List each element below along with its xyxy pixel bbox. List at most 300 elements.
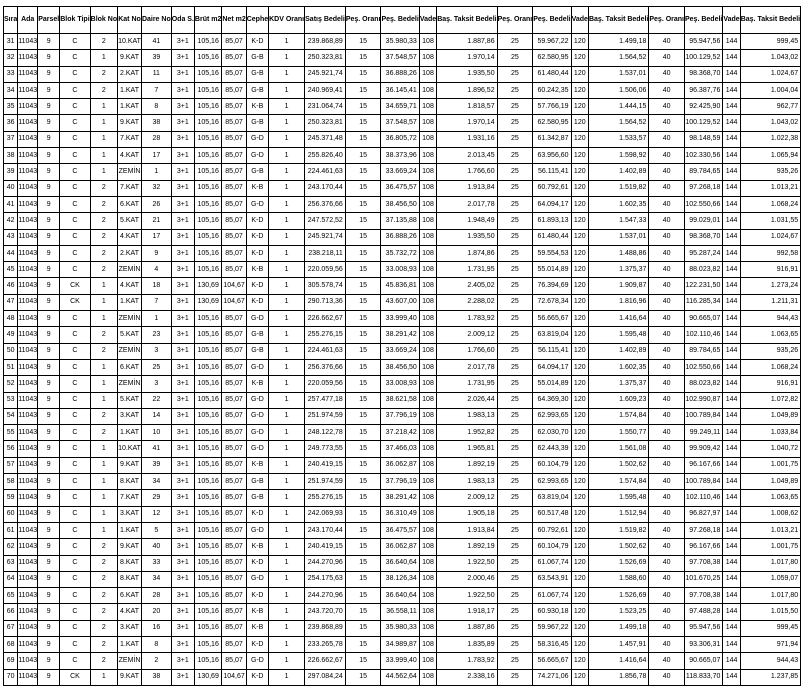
cell-ada: 11043	[18, 571, 38, 587]
cell-cephe: K-D	[246, 245, 268, 261]
cell-kdv-orani: 1	[269, 653, 305, 669]
cell-daire-no: 39	[141, 457, 171, 473]
cell-blok-no: 1	[90, 457, 117, 473]
cell-cephe: K-D	[246, 636, 268, 652]
cell-pes-orani-120: 25	[497, 278, 533, 294]
cell-ada: 11043	[18, 180, 38, 196]
cell-net-m2: 85,07	[222, 604, 246, 620]
cell-kat-no: ZEMİN	[118, 343, 142, 359]
cell-blok-tipi: C	[60, 131, 90, 147]
table-header	[4, 7, 801, 34]
cell-ada: 11043	[18, 653, 38, 669]
cell-pes-bedeli-120: 60.792,61	[533, 522, 571, 538]
cell-satis-bedeli: 247.572,52	[305, 213, 346, 229]
cell-ada: 11043	[18, 457, 38, 473]
cell-pes-orani-120: 25	[497, 34, 533, 50]
cell-parsel: 9	[38, 408, 60, 424]
cell-blok-tipi: C	[60, 50, 90, 66]
cell-blok-tipi: C	[60, 555, 90, 571]
cell-vade-144: 144	[723, 131, 740, 147]
cell-blok-tipi: C	[60, 262, 90, 278]
cell-pes-orani-108: 15	[345, 229, 381, 245]
cell-parsel: 9	[38, 311, 60, 327]
cell-oda-sayisi: 3+1	[171, 34, 194, 50]
cell-pes-orani-120: 25	[497, 311, 533, 327]
cell-cephe: G-D	[246, 408, 268, 424]
cell-kat-no: 8.KAT	[118, 555, 142, 571]
cell-kat-no: 3.KAT	[118, 620, 142, 636]
cell-vade-144: 144	[723, 278, 740, 294]
cell-bas-taksit-120: 1.402,89	[588, 164, 648, 180]
cell-pes-orani-144: 40	[649, 359, 685, 375]
cell-sira: 56	[4, 441, 18, 457]
cell-vade-144: 144	[723, 327, 740, 343]
cell-oda-sayisi: 3+1	[171, 131, 194, 147]
cell-oda-sayisi: 3+1	[171, 294, 194, 310]
cell-sira: 62	[4, 539, 18, 555]
cell-pes-orani-120: 25	[497, 636, 533, 652]
cell-blok-tipi: C	[60, 213, 90, 229]
cell-bas-taksit-144: 1.049,89	[740, 408, 800, 424]
cell-vade-120: 120	[571, 376, 588, 392]
cell-kat-no: 2.KAT	[118, 245, 142, 261]
cell-kdv-orani: 1	[269, 620, 305, 636]
cell-pes-orani-120: 25	[497, 571, 533, 587]
cell-pes-bedeli-108: 36.640,64	[381, 588, 419, 604]
cell-vade-120: 120	[571, 245, 588, 261]
cell-vade-120: 120	[571, 148, 588, 164]
cell-blok-tipi: C	[60, 99, 90, 115]
cell-pes-bedeli-144: 92.425,90	[685, 99, 723, 115]
cell-vade-108: 108	[419, 148, 436, 164]
cell-pes-orani-144: 40	[649, 245, 685, 261]
cell-sira: 67	[4, 620, 18, 636]
cell-vade-120: 120	[571, 408, 588, 424]
cell-oda-sayisi: 3+1	[171, 196, 194, 212]
cell-blok-no: 1	[90, 522, 117, 538]
cell-pes-orani-108: 15	[345, 425, 381, 441]
table-row	[4, 131, 801, 147]
cell-brut-m2: 105,16	[194, 148, 221, 164]
cell-daire-no: 9	[141, 245, 171, 261]
cell-net-m2: 85,07	[222, 34, 246, 50]
cell-brut-m2: 105,16	[194, 196, 221, 212]
cell-satis-bedeli: 226.662,67	[305, 653, 346, 669]
table-row	[4, 327, 801, 343]
cell-pes-bedeli-144: 95.947,56	[685, 34, 723, 50]
cell-bas-taksit-108: 1.983,13	[437, 408, 497, 424]
cell-parsel: 9	[38, 392, 60, 408]
cell-vade-144: 144	[723, 196, 740, 212]
cell-blok-no: 1	[90, 474, 117, 490]
cell-vade-120: 120	[571, 262, 588, 278]
header-blok-tipi: Blok Tipi	[60, 7, 90, 34]
cell-kdv-orani: 1	[269, 669, 305, 685]
cell-vade-120: 120	[571, 636, 588, 652]
cell-vade-108: 108	[419, 539, 436, 555]
cell-ada: 11043	[18, 66, 38, 82]
cell-kat-no: 2.KAT	[118, 66, 142, 82]
cell-oda-sayisi: 3+1	[171, 245, 194, 261]
cell-pes-bedeli-144: 102.990,87	[685, 392, 723, 408]
cell-daire-no: 41	[141, 441, 171, 457]
cell-parsel: 9	[38, 620, 60, 636]
table-row	[4, 66, 801, 82]
cell-pes-bedeli-144: 96.827,97	[685, 506, 723, 522]
cell-vade-108: 108	[419, 196, 436, 212]
cell-pes-orani-108: 15	[345, 522, 381, 538]
table-row	[4, 636, 801, 652]
cell-pes-orani-108: 15	[345, 294, 381, 310]
cell-oda-sayisi: 3+1	[171, 311, 194, 327]
header-pes-orani-108: Peş. Oranı	[345, 7, 381, 34]
cell-pes-orani-108: 15	[345, 278, 381, 294]
cell-ada: 11043	[18, 408, 38, 424]
cell-pes-orani-120: 25	[497, 245, 533, 261]
cell-pes-bedeli-120: 56.115,41	[533, 164, 571, 180]
cell-kat-no: 7.KAT	[118, 490, 142, 506]
cell-daire-no: 25	[141, 359, 171, 375]
header-parsel: Parsel	[38, 7, 60, 34]
cell-vade-144: 144	[723, 441, 740, 457]
cell-daire-no: 26	[141, 196, 171, 212]
header-vade-120: Vade	[571, 7, 588, 34]
cell-bas-taksit-144: 1.013,21	[740, 522, 800, 538]
cell-blok-no: 2	[90, 588, 117, 604]
cell-pes-orani-120: 25	[497, 425, 533, 441]
cell-pes-bedeli-108: 36.888,26	[381, 66, 419, 82]
cell-vade-120: 120	[571, 457, 588, 473]
table-row	[4, 278, 801, 294]
cell-net-m2: 85,07	[222, 50, 246, 66]
cell-pes-bedeli-144: 102.110,46	[685, 490, 723, 506]
cell-bas-taksit-144: 1.211,31	[740, 294, 800, 310]
cell-ada: 11043	[18, 392, 38, 408]
cell-pes-orani-144: 40	[649, 115, 685, 131]
cell-parsel: 9	[38, 343, 60, 359]
cell-vade-108: 108	[419, 604, 436, 620]
cell-pes-bedeli-108: 38.291,42	[381, 327, 419, 343]
cell-pes-bedeli-108: 38.291,42	[381, 490, 419, 506]
cell-blok-tipi: C	[60, 571, 90, 587]
table-row	[4, 522, 801, 538]
cell-sira: 57	[4, 457, 18, 473]
cell-sira: 48	[4, 311, 18, 327]
cell-daire-no: 3	[141, 376, 171, 392]
cell-kdv-orani: 1	[269, 539, 305, 555]
cell-vade-108: 108	[419, 262, 436, 278]
cell-vade-108: 108	[419, 82, 436, 98]
cell-kat-no: 8.KAT	[118, 474, 142, 490]
cell-bas-taksit-120: 1.595,48	[588, 327, 648, 343]
cell-pes-bedeli-108: 37.218,42	[381, 425, 419, 441]
table-row	[4, 457, 801, 473]
cell-sira: 66	[4, 604, 18, 620]
cell-net-m2: 85,07	[222, 180, 246, 196]
cell-cephe: G-B	[246, 66, 268, 82]
cell-net-m2: 85,07	[222, 164, 246, 180]
cell-kat-no: 7.KAT	[118, 131, 142, 147]
cell-pes-orani-120: 25	[497, 441, 533, 457]
cell-parsel: 9	[38, 262, 60, 278]
cell-pes-bedeli-120: 59.554,53	[533, 245, 571, 261]
cell-pes-bedeli-120: 62.443,39	[533, 441, 571, 457]
cell-net-m2: 85,07	[222, 490, 246, 506]
cell-pes-bedeli-120: 61.067,74	[533, 588, 571, 604]
cell-bas-taksit-108: 2.288,02	[437, 294, 497, 310]
cell-bas-taksit-144: 999,45	[740, 34, 800, 50]
cell-brut-m2: 105,16	[194, 506, 221, 522]
cell-kat-no: ZEMİN	[118, 376, 142, 392]
cell-satis-bedeli: 245.921,74	[305, 66, 346, 82]
cell-bas-taksit-144: 999,45	[740, 620, 800, 636]
cell-blok-no: 1	[90, 50, 117, 66]
cell-cephe: K-B	[246, 604, 268, 620]
cell-satis-bedeli: 239.868,89	[305, 34, 346, 50]
cell-sira: 61	[4, 522, 18, 538]
cell-kat-no: 10.KAT	[118, 441, 142, 457]
cell-vade-120: 120	[571, 343, 588, 359]
cell-parsel: 9	[38, 376, 60, 392]
cell-bas-taksit-108: 1.913,84	[437, 522, 497, 538]
cell-kdv-orani: 1	[269, 164, 305, 180]
cell-bas-taksit-120: 1.512,94	[588, 506, 648, 522]
cell-blok-no: 2	[90, 408, 117, 424]
cell-parsel: 9	[38, 229, 60, 245]
cell-vade-144: 144	[723, 604, 740, 620]
cell-bas-taksit-108: 1.766,60	[437, 164, 497, 180]
cell-cephe: K-B	[246, 620, 268, 636]
cell-vade-108: 108	[419, 131, 436, 147]
cell-net-m2: 85,07	[222, 213, 246, 229]
cell-blok-no: 1	[90, 376, 117, 392]
cell-daire-no: 8	[141, 99, 171, 115]
cell-blok-no: 2	[90, 571, 117, 587]
cell-vade-108: 108	[419, 294, 436, 310]
cell-bas-taksit-144: 1.068,24	[740, 196, 800, 212]
cell-vade-120: 120	[571, 669, 588, 685]
cell-oda-sayisi: 3+1	[171, 506, 194, 522]
cell-bas-taksit-108: 1.766,60	[437, 343, 497, 359]
cell-satis-bedeli: 240.969,41	[305, 82, 346, 98]
cell-parsel: 9	[38, 490, 60, 506]
cell-bas-taksit-108: 1.896,52	[437, 82, 497, 98]
cell-bas-taksit-120: 1.416,64	[588, 653, 648, 669]
cell-pes-bedeli-120: 61.893,13	[533, 213, 571, 229]
cell-bas-taksit-144: 935,26	[740, 343, 800, 359]
cell-parsel: 9	[38, 636, 60, 652]
cell-pes-orani-144: 40	[649, 506, 685, 522]
header-brut-m2: Brüt m2	[194, 7, 221, 34]
cell-bas-taksit-144: 1.031,55	[740, 213, 800, 229]
cell-pes-bedeli-120: 60.517,48	[533, 506, 571, 522]
cell-pes-orani-144: 40	[649, 164, 685, 180]
cell-vade-120: 120	[571, 620, 588, 636]
cell-satis-bedeli: 243.720,70	[305, 604, 346, 620]
cell-blok-tipi: C	[60, 604, 90, 620]
cell-bas-taksit-144: 1.072,82	[740, 392, 800, 408]
cell-vade-108: 108	[419, 245, 436, 261]
cell-vade-108: 108	[419, 571, 436, 587]
cell-pes-orani-120: 25	[497, 457, 533, 473]
cell-kat-no: 9.KAT	[118, 50, 142, 66]
cell-bas-taksit-144: 916,91	[740, 262, 800, 278]
cell-pes-bedeli-108: 33.669,24	[381, 343, 419, 359]
cell-cephe: K-D	[246, 506, 268, 522]
cell-kat-no: 4.KAT	[118, 278, 142, 294]
cell-pes-orani-144: 40	[649, 425, 685, 441]
cell-pes-bedeli-108: 37.548,57	[381, 50, 419, 66]
cell-pes-bedeli-144: 99.909,42	[685, 441, 723, 457]
cell-vade-120: 120	[571, 441, 588, 457]
cell-oda-sayisi: 3+1	[171, 392, 194, 408]
header-row	[4, 7, 801, 34]
cell-pes-orani-144: 40	[649, 50, 685, 66]
cell-bas-taksit-144: 1.043,02	[740, 115, 800, 131]
cell-pes-bedeli-144: 102.330,56	[685, 148, 723, 164]
table-row	[4, 229, 801, 245]
cell-sira: 43	[4, 229, 18, 245]
cell-daire-no: 16	[141, 620, 171, 636]
cell-net-m2: 85,07	[222, 245, 246, 261]
cell-sira: 69	[4, 653, 18, 669]
cell-vade-120: 120	[571, 82, 588, 98]
cell-pes-orani-108: 15	[345, 164, 381, 180]
cell-ada: 11043	[18, 636, 38, 652]
cell-pes-bedeli-108: 38.126,34	[381, 571, 419, 587]
cell-vade-120: 120	[571, 311, 588, 327]
cell-parsel: 9	[38, 164, 60, 180]
header-sira: Sıra	[4, 7, 18, 34]
cell-vade-144: 144	[723, 311, 740, 327]
cell-pes-orani-144: 40	[649, 131, 685, 147]
cell-daire-no: 8	[141, 636, 171, 652]
cell-parsel: 9	[38, 522, 60, 538]
cell-sira: 31	[4, 34, 18, 50]
cell-satis-bedeli: 305.578,74	[305, 278, 346, 294]
cell-satis-bedeli: 224.461,63	[305, 164, 346, 180]
cell-sira: 32	[4, 50, 18, 66]
cell-kdv-orani: 1	[269, 311, 305, 327]
table-row	[4, 474, 801, 490]
cell-sira: 49	[4, 327, 18, 343]
cell-pes-bedeli-120: 57.766,19	[533, 99, 571, 115]
cell-sira: 54	[4, 408, 18, 424]
cell-pes-bedeli-144: 100.789,84	[685, 408, 723, 424]
cell-pes-bedeli-108: 37.135,88	[381, 213, 419, 229]
cell-pes-bedeli-120: 60.792,61	[533, 180, 571, 196]
cell-satis-bedeli: 248.122,78	[305, 425, 346, 441]
cell-vade-120: 120	[571, 392, 588, 408]
cell-blok-no: 2	[90, 213, 117, 229]
cell-oda-sayisi: 3+1	[171, 180, 194, 196]
table-row	[4, 441, 801, 457]
cell-pes-orani-108: 15	[345, 34, 381, 50]
cell-pes-bedeli-120: 62.580,95	[533, 115, 571, 131]
table-row	[4, 245, 801, 261]
cell-net-m2: 85,07	[222, 539, 246, 555]
cell-ada: 11043	[18, 376, 38, 392]
cell-vade-108: 108	[419, 164, 436, 180]
cell-daire-no: 29	[141, 490, 171, 506]
cell-daire-no: 5	[141, 522, 171, 538]
cell-pes-bedeli-108: 38.456,50	[381, 359, 419, 375]
cell-brut-m2: 105,16	[194, 99, 221, 115]
cell-bas-taksit-120: 1.506,06	[588, 82, 648, 98]
header-bas-taksit-120: Baş. Taksit Bedeli	[588, 7, 648, 34]
cell-pes-orani-144: 40	[649, 376, 685, 392]
cell-vade-120: 120	[571, 294, 588, 310]
cell-kat-no: ZEMİN	[118, 311, 142, 327]
cell-bas-taksit-108: 1.783,92	[437, 653, 497, 669]
cell-pes-orani-120: 25	[497, 196, 533, 212]
cell-pes-bedeli-144: 89.784,65	[685, 343, 723, 359]
cell-ada: 11043	[18, 522, 38, 538]
table-row	[4, 82, 801, 98]
cell-vade-120: 120	[571, 506, 588, 522]
cell-oda-sayisi: 3+1	[171, 50, 194, 66]
cell-cephe: K-D	[246, 229, 268, 245]
cell-pes-bedeli-108: 34.989,87	[381, 636, 419, 652]
cell-oda-sayisi: 3+1	[171, 359, 194, 375]
cell-oda-sayisi: 3+1	[171, 588, 194, 604]
cell-pes-orani-144: 40	[649, 148, 685, 164]
cell-pes-orani-108: 15	[345, 327, 381, 343]
cell-net-m2: 85,07	[222, 196, 246, 212]
cell-kat-no: 4.KAT	[118, 148, 142, 164]
cell-bas-taksit-108: 2.338,16	[437, 669, 497, 685]
cell-blok-no: 2	[90, 34, 117, 50]
cell-kdv-orani: 1	[269, 66, 305, 82]
cell-vade-144: 144	[723, 50, 740, 66]
cell-blok-no: 2	[90, 262, 117, 278]
cell-bas-taksit-144: 944,43	[740, 311, 800, 327]
cell-pes-orani-108: 15	[345, 213, 381, 229]
cell-oda-sayisi: 3+1	[171, 408, 194, 424]
cell-pes-orani-120: 25	[497, 50, 533, 66]
cell-cephe: G-D	[246, 441, 268, 457]
cell-pes-bedeli-120: 64.369,30	[533, 392, 571, 408]
cell-vade-120: 120	[571, 359, 588, 375]
cell-oda-sayisi: 3+1	[171, 66, 194, 82]
cell-cephe: G-D	[246, 392, 268, 408]
cell-bas-taksit-144: 1.063,65	[740, 490, 800, 506]
cell-bas-taksit-144: 971,94	[740, 636, 800, 652]
cell-pes-orani-120: 25	[497, 392, 533, 408]
cell-brut-m2: 105,16	[194, 636, 221, 652]
cell-bas-taksit-144: 1.065,94	[740, 148, 800, 164]
cell-bas-taksit-120: 1.523,25	[588, 604, 648, 620]
cell-kdv-orani: 1	[269, 327, 305, 343]
cell-pes-bedeli-144: 99.029,01	[685, 213, 723, 229]
cell-kat-no: 1.KAT	[118, 294, 142, 310]
cell-pes-bedeli-120: 61.067,74	[533, 555, 571, 571]
cell-oda-sayisi: 3+1	[171, 669, 194, 685]
cell-ada: 11043	[18, 148, 38, 164]
cell-parsel: 9	[38, 653, 60, 669]
cell-parsel: 9	[38, 99, 60, 115]
cell-kdv-orani: 1	[269, 262, 305, 278]
cell-parsel: 9	[38, 441, 60, 457]
cell-pes-orani-108: 15	[345, 669, 381, 685]
cell-pes-bedeli-108: 36.062,87	[381, 457, 419, 473]
cell-cephe: G-B	[246, 164, 268, 180]
cell-blok-tipi: C	[60, 522, 90, 538]
cell-pes-bedeli-120: 56.115,41	[533, 343, 571, 359]
cell-daire-no: 22	[141, 392, 171, 408]
cell-satis-bedeli: 238.218,11	[305, 245, 346, 261]
cell-vade-108: 108	[419, 457, 436, 473]
